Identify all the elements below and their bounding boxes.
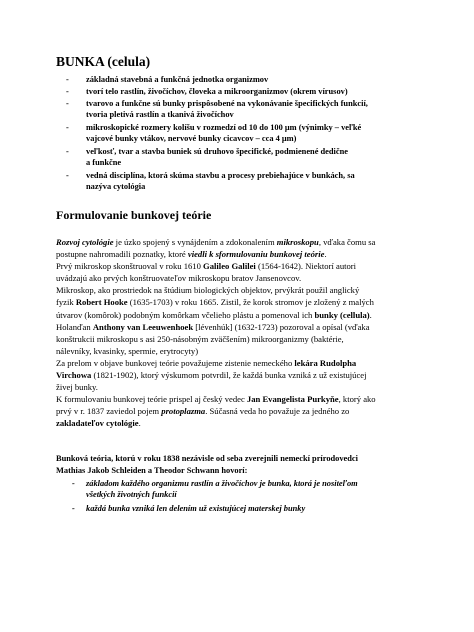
bold-text: Anthony van Leeuwenhoek [92, 321, 194, 332]
list-item-line: všetkých životných funkcií [86, 490, 177, 499]
list-item [66, 146, 348, 168]
bold-text: lekára Rudolpha [294, 357, 357, 368]
text-line: Mikroskop, ako prostriedok na štúdium biologických objektov, prvýkrát použil anglický [56, 285, 360, 296]
list-item-line: vedná disciplína, ktorá skúma stavbu a procesy prebiehajúce v bunkách, sa [86, 171, 355, 180]
text-line [56, 369, 422, 381]
text-line: uvádzajú ako prvých konštruovateľov mikroskopu bratov Jansenovcov. [56, 273, 302, 284]
text-run: (1564-1642). Niektorí autori [255, 261, 357, 272]
text-run: je úzko spojený s vynájdením a zdokonalením [113, 237, 277, 247]
bold-text: Jan Evangelista Purkyňe [246, 394, 339, 405]
text-run: [lévenhúk] (1632-1723) pozoroval a opísal (vďaka [193, 321, 370, 332]
list-item [66, 122, 362, 144]
text-line [56, 405, 422, 417]
text-run: K formulovaniu bunkovej teórie prispel aj český vedec [56, 394, 247, 405]
text-line [56, 296, 422, 308]
list-item-line: a funkčne [86, 158, 122, 167]
list-item-line: základná stavebná a funkčná jednotka organizmov [86, 75, 269, 84]
bullet-dash: - [72, 479, 75, 488]
text-line: konštrukcii mikroskopu s asi 250-násobným zväčšením) mikroorganizmy (baktérie, [56, 333, 344, 344]
text-run: (1635-1703) v roku 1665. Zistil, že korok stromov je zložený z malých [127, 297, 374, 308]
list-item-line: tvarovo a funkčne sú bunky prispôsobené na vykonávanie špecifických funkcií, [86, 99, 368, 108]
list-item-line: nazýva cytológia [86, 182, 146, 191]
text-run: Prvý mikroskop skonštruoval v roku 1610 [56, 261, 204, 272]
text-run: . Súčasná veda ho považuje za jedného zo [205, 406, 350, 417]
list-item [66, 98, 368, 120]
text-line: živej bunky. [56, 382, 98, 393]
text-line: Mathias Jakob Schleiden a Theodor Schwann hovorí: [56, 465, 248, 475]
text-run: . [138, 418, 141, 429]
text-line [56, 393, 422, 405]
text-line: Bunková teória, ktorú v roku 1838 nezávisle od seba zverejnili nemeckí prírodovedci [56, 454, 358, 463]
text-line: nálevníky, kvasinky, spermie, erytrocyty) [56, 345, 199, 356]
text-run: Holanďan [56, 321, 93, 332]
bullet-dash: - [66, 87, 69, 96]
emphasis-text: mikroskopu [276, 237, 319, 247]
list-item-line: tvoria pletivá rastlín a tkanivá živočíchov [86, 110, 234, 119]
text-run: , ktorý ako [338, 394, 376, 405]
text-line [56, 417, 422, 429]
list-item-line: základom každého organizmu rastlín a živočíchov je bunka, ktorá je nositeľom [86, 479, 358, 488]
text-run: , vďaka čomu sa [318, 237, 376, 247]
emphasis-text: Rozvoj cytológie [56, 237, 114, 247]
text-run: Za prelom v objave bunkovej teórie považujeme zistenie nemeckého [56, 357, 295, 368]
bullet-dash: - [66, 147, 69, 156]
bold-text: Virchowa [56, 370, 92, 381]
page-title: BUNKA (celula) [56, 54, 151, 69]
bullet-dash: - [66, 75, 69, 84]
bold-text: Robert Hooke [75, 297, 128, 308]
text-run: (1821-1902), ktorý výskumom potvrdil, že každá bunka vzniká z už existujúcej [91, 370, 367, 381]
list-item-line: veľkosť, tvar a stavba buniek sú druhovo špecifické, podmienené dedične [86, 147, 348, 156]
text-run: . [369, 309, 372, 320]
emphasis-text: protoplazma [161, 406, 206, 417]
bullet-dash: - [72, 504, 75, 513]
text-run: útvarov (komôrok) podobným komôrkam včelieho plástu a pomenoval ich [56, 309, 315, 320]
list-item-line: mikroskopické rozmery kolíšu v rozmedzí od 10 do 100 μm (výnimky – veľké [86, 123, 362, 132]
bullet-dash: - [66, 99, 69, 108]
list-item [72, 503, 305, 514]
list-item-line: vajcové bunky vtákov, nervové bunky cicavcov – cca 4 μm) [86, 134, 297, 143]
list-item [66, 86, 348, 97]
list-item [72, 478, 358, 500]
text-line [56, 248, 422, 260]
emphasis-text: viedli k sformulovaniu bunkovej teórie [187, 249, 325, 260]
list-item-line: každá bunka vzniká len delením už existujúcej materskej bunky [86, 504, 306, 513]
bold-text: zakladateľov cytológie [56, 418, 139, 429]
text-line [56, 260, 422, 272]
list-item [66, 170, 355, 192]
text-line [56, 309, 422, 321]
text-line [56, 236, 422, 248]
bullet-dash: - [66, 123, 69, 132]
bold-text: Galileo Galilei [203, 261, 256, 272]
section-title: Formulovanie bunkovej teórie [56, 208, 212, 222]
text-run: fyzik [56, 297, 76, 308]
bullet-dash: - [66, 171, 69, 180]
list-item [66, 74, 269, 85]
bold-text: bunky (cellula) [314, 309, 370, 320]
body-paragraph [56, 236, 422, 430]
text-run: . [324, 249, 327, 260]
theory-statement [56, 453, 358, 477]
text-run: postupne nahromadili poznatky, ktoré [56, 249, 188, 260]
list-item-line: tvorí telo rastlín, živočíchov, človeka a mikroorganizmov (okrem vírusov) [86, 87, 348, 96]
text-line [56, 321, 422, 333]
text-line [56, 357, 422, 369]
text-run: prvý v r. 1837 zaviedol pojem [56, 406, 162, 417]
